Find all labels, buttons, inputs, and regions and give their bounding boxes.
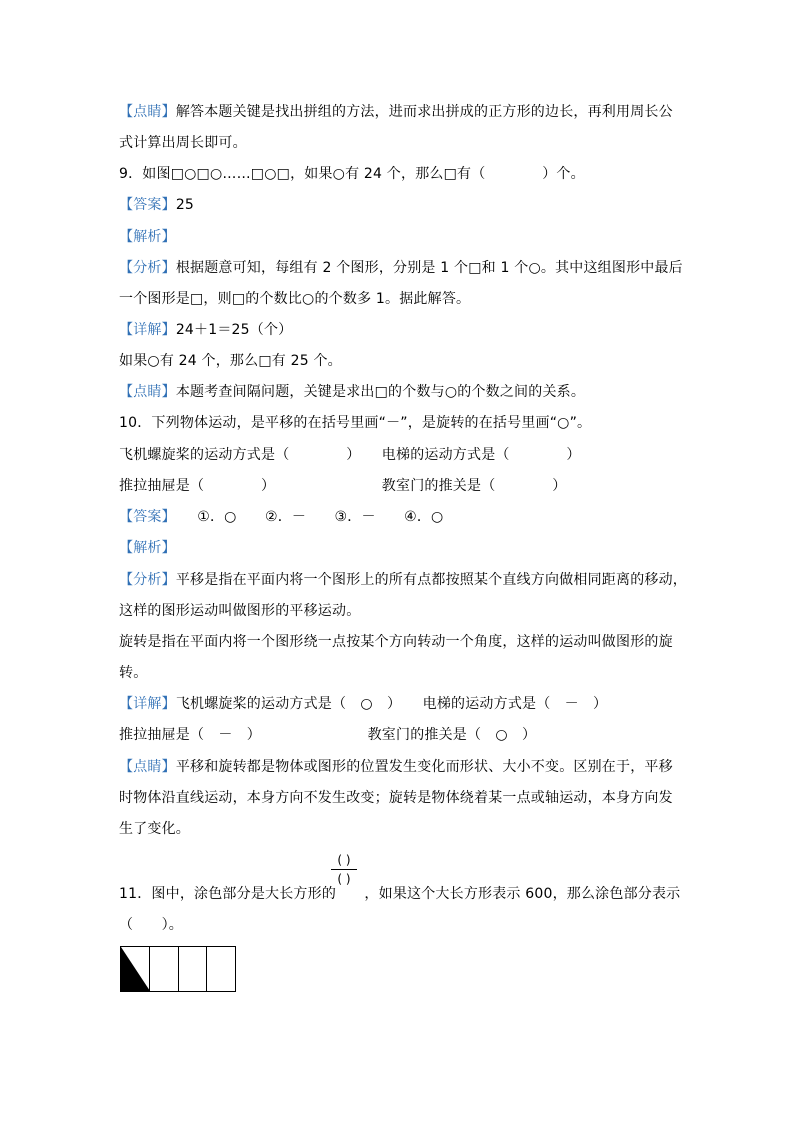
text-line: 飞机螺旋桨的运动方式是（ ） 电梯的运动方式是（ ） [119, 447, 581, 463]
analysis-heading [119, 227, 176, 247]
section-tag: 【答案】 [119, 197, 176, 213]
text-line: 推拉抽屉是（ － ） 教室门的推关是（ ○ ） [119, 727, 537, 743]
text-line: 【详解】飞机螺旋桨的运动方式是（ ○ ） 电梯的运动方式是（ － ） [119, 696, 608, 712]
rectangle-figure [120, 946, 236, 992]
figure-cell-shaded [121, 947, 150, 991]
answer-line: 【答案】 ①．○ ②．－ ③．－ ④．○ [119, 509, 444, 525]
fraction-bar [331, 869, 357, 870]
section-tag: 【分析】 [119, 260, 176, 276]
section-tag: 【点睛】 [119, 384, 176, 400]
text-line: 推拉抽屉是（ ） 教室门的推关是（ ） [119, 478, 567, 494]
figure-cell [179, 947, 208, 991]
section-tag: 【点睛】 [119, 759, 176, 775]
section-tag: 【解析】 [119, 229, 176, 245]
answer-line: 【答案】25 [119, 197, 195, 213]
figure-cell [207, 947, 235, 991]
text-line: 生了变化。 [119, 821, 190, 837]
fraction-denominator: ( ) [337, 872, 351, 886]
text-line: 如果○有 24 个，那么□有 25 个。 [119, 353, 342, 369]
question-10: 10．下列物体运动，是平移的在括号里画“－”，是旋转的在括号里画“○”。 [119, 415, 592, 431]
question-9: 9．如图□○□○……□○□，如果○有 24 个，那么□有（ ）个。 [119, 166, 585, 182]
fraction-blank [331, 852, 357, 887]
section-tag: 【分析】 [119, 572, 176, 588]
text-line: 这样的图形运动叫做图形的平移运动。 [119, 603, 361, 619]
text-line: 【点睛】平移和旋转都是物体或图形的位置发生变化而形状、大小不变。区别在于，平移 [119, 759, 673, 775]
figure-cell [150, 947, 179, 991]
section-tag: 【详解】 [119, 322, 176, 338]
question-11: 11．图中，涂色部分是大长方形的 ，如果这个大长方形表示 600，那么涂色部分表示 [119, 886, 681, 902]
shaded-triangle [121, 947, 150, 991]
analysis-heading [119, 538, 176, 558]
text-line: 式计算出周长即可。 [119, 135, 247, 151]
text-line: 旋转是指在平面内将一个图形绕一点按某个方向转动一个角度，这样的运动叫做图形的旋 [119, 634, 673, 650]
text-line: 一个图形是□，则□的个数比○的个数多 1。据此解答。 [119, 291, 471, 307]
section-tag: 【解析】 [119, 540, 176, 556]
text-line: 【点睛】本题考查间隔问题，关键是求出□的个数与○的个数之间的关系。 [119, 384, 586, 400]
text-line: 【详解】24＋1＝25（个） [119, 322, 293, 338]
text-line: 【分析】平移是指在平面内将一个图形上的所有点都按照某个直线方向做相同距离的移动， [119, 572, 688, 588]
text-line: 【点睛】解答本题关键是找出拼组的方法，进而求出拼成的正方形的边长，再利用周长公 [119, 104, 673, 120]
text-line: 时物体沿直线运动，本身方向不发生改变；旋转是物体绕着某一点或轴运动，本身方向发 [119, 790, 673, 806]
text-line: 转。 [119, 665, 148, 681]
text-line: （ ）。 [119, 917, 183, 933]
section-tag: 【详解】 [119, 696, 176, 712]
fraction-numerator: ( ) [337, 853, 351, 867]
text-line: 【分析】根据题意可知，每组有 2 个图形，分别是 1 个□和 1 个○。其中这组图形中最后 [119, 260, 683, 276]
section-tag: 【答案】 [119, 509, 169, 525]
section-tag: 【点睛】 [119, 104, 176, 120]
